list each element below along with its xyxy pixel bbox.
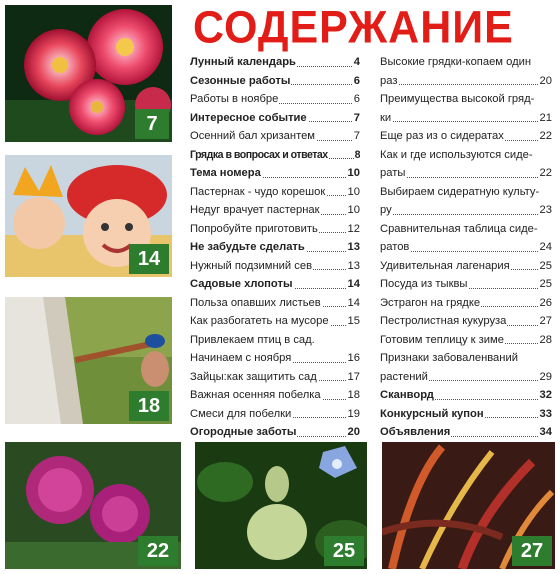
tree-whitewash-photo[interactable] bbox=[5, 297, 172, 424]
page-badge: 22 bbox=[138, 536, 178, 566]
toc-entry[interactable]: раты 22 bbox=[380, 164, 552, 183]
page-badge: 18 bbox=[129, 391, 169, 421]
page-badge: 25 bbox=[324, 536, 364, 566]
toc-entry[interactable]: Смеси для побелки 19 bbox=[190, 405, 360, 424]
toc-right-column bbox=[380, 53, 552, 442]
toc-entry[interactable]: Зайцы:как защитить сад 17 bbox=[190, 368, 360, 387]
toc-entry[interactable]: Конкурсный купон 33 bbox=[380, 405, 552, 424]
toc-entry[interactable]: Посуда из тыквы 25 bbox=[380, 275, 552, 294]
page-badge: 27 bbox=[512, 536, 552, 566]
toc-entry[interactable]: ки 21 bbox=[380, 109, 552, 128]
toc-entry[interactable]: Начинаем с ноября 16 bbox=[190, 349, 360, 368]
toc-entry[interactable]: раз 20 bbox=[380, 72, 552, 91]
toc-entry[interactable]: Важная осенняя побелка 18 bbox=[190, 386, 360, 405]
toc-entry-first-line[interactable]: Как и где используются сиде- bbox=[380, 148, 533, 161]
page-badge: 14 bbox=[129, 244, 169, 274]
toc-entry[interactable]: Пастернак - чудо корешок 10 bbox=[190, 183, 360, 202]
toc-entry[interactable]: ру 23 bbox=[380, 201, 552, 220]
toc-entry[interactable]: Нужный подзимний сев 13 bbox=[190, 257, 360, 276]
toc-entry-first-line[interactable]: Признаки забоваленваний bbox=[380, 352, 518, 364]
toc-entry[interactable]: Пестролистная кукуруза 27 bbox=[380, 312, 552, 331]
page-title: СОДЕРЖАНИЕ bbox=[193, 2, 514, 54]
toc-entry-first-line[interactable]: Выбираем сидератную культу- bbox=[380, 185, 540, 198]
toc-entry[interactable]: Как разбогатеть на мусоре 15 bbox=[190, 312, 360, 331]
toc-entry[interactable]: Попробуйте приготовить 12 bbox=[190, 220, 360, 239]
toc-entry[interactable]: Удивительная лагенария 25 bbox=[380, 257, 552, 276]
toc-entry[interactable]: ратов 24 bbox=[380, 238, 552, 257]
toc-entry[interactable]: Огородные заботы 20 bbox=[190, 423, 360, 442]
toc-entry[interactable]: Эстрагон на грядке 26 bbox=[380, 294, 552, 313]
toc-entry[interactable]: Готовим теплицу к зиме 28 bbox=[380, 331, 552, 350]
toc-entry-first-line[interactable]: Сравнительная таблица сиде- bbox=[380, 222, 538, 235]
toc-entry[interactable]: Тема номера 10 bbox=[190, 164, 360, 183]
clover-photo[interactable] bbox=[5, 442, 181, 569]
toc-entry-first-line[interactable]: Высокие грядки-копаем один bbox=[380, 56, 532, 68]
page-badge: 7 bbox=[135, 109, 169, 139]
toc-entry[interactable]: Сезонные работы 6 bbox=[190, 72, 360, 91]
toc-entry[interactable]: Осенний бал хризантем 7 bbox=[190, 127, 360, 146]
toc-entry-heading[interactable]: Привлекаем птиц в сад. bbox=[190, 333, 315, 346]
gourd-photo[interactable] bbox=[195, 442, 367, 569]
toc-entry[interactable]: Польза опавших листьев 14 bbox=[190, 294, 360, 313]
variegated-leaves-photo[interactable] bbox=[382, 442, 555, 569]
toc-entry[interactable]: Не забудьте сделать 13 bbox=[190, 238, 360, 257]
toc-entry[interactable]: Работы в ноябре 6 bbox=[190, 90, 360, 109]
toc-left-column bbox=[190, 53, 360, 442]
toc-entry[interactable]: Еще раз из о сидератах 22 bbox=[380, 127, 552, 146]
toc-entry[interactable]: растений 29 bbox=[380, 368, 552, 387]
toc-entry[interactable]: Лунный календарь 4 bbox=[190, 53, 360, 72]
chrysanthemum-photo[interactable] bbox=[5, 5, 172, 142]
children-photo[interactable] bbox=[5, 155, 172, 277]
toc-entry[interactable]: Объявления 34 bbox=[380, 423, 552, 442]
toc-entry[interactable]: Интересное событие 7 bbox=[190, 109, 360, 128]
toc-entry[interactable]: Сканворд 32 bbox=[380, 386, 552, 405]
toc-entry[interactable]: Недуг врачует пастернак 10 bbox=[190, 201, 360, 220]
toc-entry[interactable]: Садовые хлопоты 14 bbox=[190, 275, 360, 294]
toc-entry[interactable]: Грядка в вопросах и ответах 8 bbox=[190, 146, 360, 165]
toc-entry-first-line[interactable]: Преимущества высокой гряд- bbox=[380, 93, 535, 105]
